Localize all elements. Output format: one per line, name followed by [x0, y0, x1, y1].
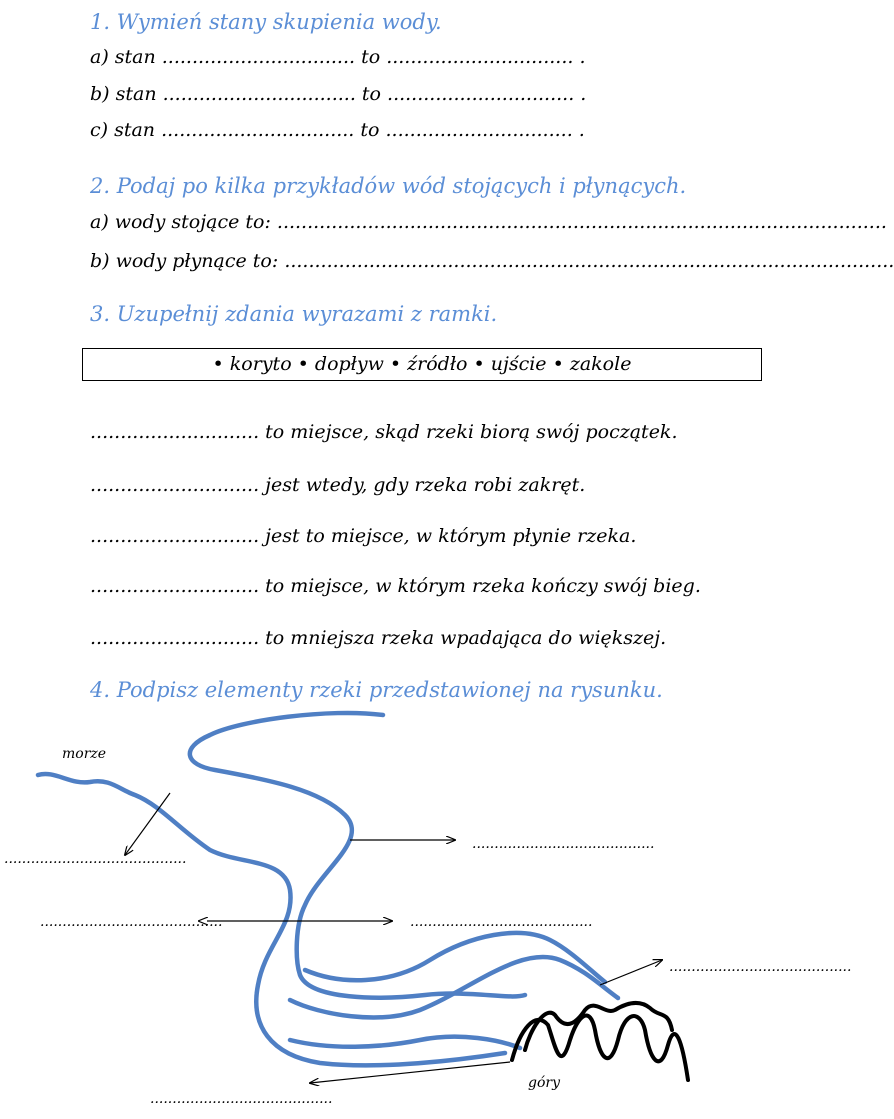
- task1-row-c[interactable]: c) stan ................................ to ............................... .: [90, 119, 585, 141]
- river-loop-inner: [290, 1037, 520, 1048]
- sentence-3[interactable]: ............................ jest to miejsce, w którym płynie rzeka.: [90, 525, 637, 547]
- tributary-bank-1: [290, 957, 618, 1017]
- mountain-ridge-front: [512, 1016, 688, 1080]
- sentence-1[interactable]: ............................ to miejsce, skąd rzeki biorą swój początek.: [90, 421, 678, 443]
- task4-heading: 4. Podpisz elementy rzeki przedstawionej na rysunku.: [90, 678, 663, 702]
- task2-row-a[interactable]: a) wody stojące to: .....................................................................................................: [90, 211, 887, 233]
- task1-row-a[interactable]: a) stan ................................ to ............................... .: [90, 46, 586, 68]
- arrow-tributary: [600, 960, 662, 985]
- sentence-4[interactable]: ............................ to miejsce, w którym rzeka kończy swój bieg.: [90, 575, 701, 597]
- word-box-words: • koryto • dopływ • źródło • ujście • zakole: [212, 353, 632, 375]
- task2-heading: 2. Podaj po kilka przykładów wód stojących i płynących.: [90, 174, 687, 198]
- river-bank-lower: [190, 713, 525, 998]
- task3-heading: 3. Uzupełnij zdania wyrazami z ramki.: [90, 302, 498, 326]
- sentence-5[interactable]: ............................ to mniejsza rzeka wpadająca do większej.: [90, 627, 667, 649]
- sentence-2[interactable]: ............................ jest wtedy, gdy rzeka robi zakręt.: [90, 474, 586, 496]
- label-mountains: góry: [528, 1075, 560, 1091]
- blank-right-middle[interactable]: .........................................: [410, 914, 593, 930]
- label-sea: morze: [62, 746, 107, 762]
- blank-sea[interactable]: .........................................: [4, 851, 187, 867]
- blank-source[interactable]: .........................................: [150, 1091, 333, 1107]
- blank-left-middle[interactable]: .........................................: [40, 914, 223, 930]
- tributary-bank-2: [305, 933, 605, 982]
- task1-heading: 1. Wymień stany skupienia wody.: [90, 10, 442, 34]
- blank-right-top[interactable]: .........................................: [472, 836, 655, 852]
- blank-tributary[interactable]: .........................................: [669, 959, 852, 975]
- task1-row-b[interactable]: b) stan ................................ to ............................... .: [90, 83, 587, 105]
- task2-row-b[interactable]: b) wody płynące to: .....................................................................................................: [90, 250, 894, 272]
